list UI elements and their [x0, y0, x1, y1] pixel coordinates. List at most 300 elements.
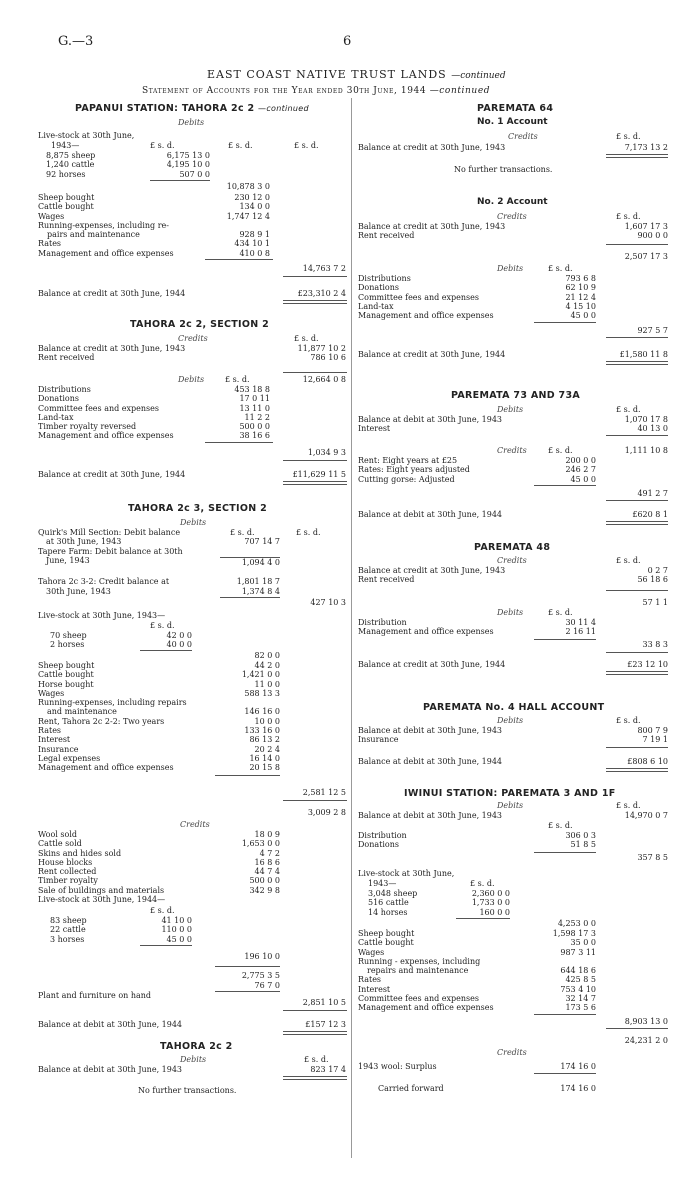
list-item: Rates — [38, 239, 62, 249]
p48-title: PAREMATA 48 — [474, 542, 551, 553]
t2c2-col-head: £ s. d. — [304, 1055, 329, 1064]
list-item: 17 0 11 — [239, 394, 270, 404]
papanui-col-head-inner: £ s. d. — [150, 141, 175, 150]
t2c2s2-debit-labels — [38, 385, 208, 441]
papanui-livestock-year: 1943— — [51, 141, 80, 150]
p64-col-head-2: £ s. d. — [616, 212, 641, 221]
list-item: Management and office expenses — [38, 763, 174, 773]
page-number: 6 — [343, 34, 352, 49]
t2c3s2-tahora-credit-b: 1,374 8 4 — [241, 587, 280, 596]
list-item: 21 12 4 — [565, 292, 596, 302]
p64-col-head-3: £ s. d. — [548, 264, 573, 273]
list-item: 588 13 3 — [244, 688, 280, 698]
statement-title: Statement of Accounts for the Year ended 30th June, 1944 —continued — [142, 86, 491, 96]
papanui-livestock-heading: Live-stock at 30th June, — [38, 131, 135, 140]
p64-debits-heading: Debits — [497, 264, 524, 273]
list-item: Distributions — [358, 274, 411, 283]
list-item: 500 0 0 — [239, 422, 270, 432]
list-item: 45 0 0 — [570, 311, 596, 321]
iwinui-wool-label: 1943 wool: Surplus — [358, 1062, 437, 1071]
t2c2s2-credit-total: 12,664 0 8 — [302, 375, 346, 384]
list-item: 4 7 2 — [259, 848, 280, 858]
iwinui-bal-label: Balance at debit at 30th June, 1943 — [358, 811, 503, 820]
papanui-title: PAPANUI STATION: TAHORA 2c 2 —continued — [75, 103, 309, 114]
list-item: 928 9 1 — [239, 230, 270, 240]
p4hall-col-head: £ s. d. — [616, 716, 641, 725]
t2c3s2-quirk-amount: 707 14 7 — [244, 537, 280, 546]
iwinui-credits-heading: Credits — [497, 1048, 527, 1057]
p73-debits-heading: Debits — [497, 405, 524, 414]
iwinui-items1-amounts — [528, 831, 596, 850]
list-item: 11 2 2 — [244, 412, 270, 422]
p48-debits-heading: Debits — [497, 608, 524, 617]
t2c3s2-cr-livestock-col-head: £ s. d. — [150, 906, 175, 915]
p64-balance: £1,580 11 8 — [619, 350, 668, 359]
p73-credit-total: 491 2 7 — [637, 489, 668, 498]
iwinui-items1-total: 357 8 5 — [637, 853, 668, 862]
t2c3s2-plant-label: Plant and furniture on hand — [38, 991, 152, 1000]
list-item: 134 0 0 — [239, 202, 270, 212]
list-item: Management and office expenses — [38, 248, 174, 258]
list-item: 2 16 11 — [565, 627, 596, 637]
t2c3s2-tahora-credit-label-2: 30th June, 1943 — [46, 587, 111, 596]
list-item: 516 cattle — [368, 898, 409, 908]
papanui-col-head-outer: £ s. d. — [294, 141, 319, 150]
list-item: 453 18 8 — [234, 385, 270, 394]
p73-credits-heading: Credits — [497, 446, 527, 455]
iwinui-wool: 174 16 0 — [560, 1062, 596, 1071]
p64-balance-label: Balance at credit at 30th June, 1944 — [358, 350, 506, 359]
list-item: 434 10 1 — [234, 239, 270, 249]
t2c3s2-cr-livestock-total: 196 10 0 — [244, 952, 280, 961]
papanui-livestock-total: 10,878 3 0 — [226, 182, 270, 191]
p4hall-title: PAREMATA No. 4 HALL ACCOUNT — [423, 702, 605, 713]
p64-credit-total: 2,507 17 3 — [624, 252, 668, 261]
list-item: Distribution — [358, 831, 407, 840]
p4hall-amounts — [598, 726, 668, 745]
t2c2-balance: 823 17 4 — [310, 1065, 346, 1074]
t2c3s2-quirk-label: Quirk's Mill Section: Debit balance — [38, 528, 181, 537]
papanui-balance: £23,310 2 4 — [297, 289, 346, 298]
p64-credit-amounts — [598, 222, 668, 241]
list-item: Running - expenses, including — [358, 956, 481, 966]
t2c3s2-item-amounts — [210, 661, 280, 773]
list-item: Distributions — [38, 385, 91, 394]
list-item: Wool sold — [38, 830, 78, 839]
iwinui-livestock-year: 1943— — [368, 879, 397, 888]
iwinui-debits-heading: Debits — [497, 801, 524, 810]
iwinui-title: IWINUI STATION: PAREMATA 3 AND 1F — [404, 788, 616, 799]
list-item: 62 10 9 — [565, 283, 596, 293]
t2c3s2-grand-total: 3,009 2 8 — [307, 808, 346, 817]
list-item: 507 0 0 — [179, 169, 210, 179]
list-item: 3 horses — [50, 934, 85, 944]
list-item: 45 0 0 — [570, 474, 596, 484]
list-item: 42 0 0 — [166, 631, 192, 640]
list-item: Wages — [358, 947, 385, 957]
list-item — [210, 895, 280, 904]
p64-credits2-heading: Credits — [497, 212, 527, 221]
p4hall-balance-label: Balance at debit at 30th June, 1944 — [358, 757, 503, 766]
list-item: 410 0 8 — [239, 248, 270, 258]
list-item: Cattle bought — [38, 202, 94, 212]
list-item: 92 horses — [46, 169, 86, 179]
list-item: 1,653 0 0 — [241, 839, 280, 849]
list-item: 86 13 2 — [249, 735, 280, 745]
list-item: Rent received — [358, 231, 415, 241]
list-item: and maintenance — [47, 707, 117, 717]
list-item: 70 sheep — [50, 631, 87, 640]
list-item: 786 10 6 — [310, 353, 346, 363]
list-item: Committee fees and expenses — [358, 292, 479, 302]
t2c2s2-balance: £11,629 11 5 — [292, 470, 346, 479]
p73-balance: £620 8 1 — [632, 510, 668, 519]
list-item: 56 18 6 — [637, 575, 668, 585]
list-item: 500 0 0 — [249, 876, 280, 886]
list-item: 18 0 9 — [254, 830, 280, 839]
list-item: 1,747 12 4 — [226, 211, 270, 221]
list-item: 1,607 17 3 — [624, 222, 668, 231]
t2c3s2-balance-label: Balance at debit at 30th June, 1944 — [38, 1020, 183, 1029]
iwinui-carried-label: Carried forward — [378, 1084, 444, 1093]
t2c3s2-tapere-amount: 1,094 4 0 — [241, 558, 280, 567]
list-item: 20 2 4 — [254, 744, 280, 754]
papanui-item-amounts — [200, 193, 270, 258]
p64-bal-label: Balance at credit at 30th June, 1943 — [358, 143, 506, 152]
p4hall-debits-heading: Debits — [497, 716, 524, 725]
list-item: 13 11 0 — [239, 403, 270, 413]
list-item: 16 8 6 — [254, 857, 280, 867]
p48-balance: £23 12 10 — [627, 660, 668, 669]
t2c2s2-debit-total: 1,034 9 3 — [307, 448, 346, 457]
p48-debit-amounts — [528, 618, 596, 637]
t2c2-debits-heading: Debits — [180, 1055, 207, 1064]
list-item: Donations — [358, 840, 399, 850]
list-item: Committee fees and expenses — [358, 994, 479, 1004]
list-item: 32 14 7 — [565, 994, 596, 1004]
list-item: 11,877 10 2 — [297, 344, 346, 353]
list-item: repairs and maintenance — [367, 966, 469, 976]
iwinui-items2-labels — [358, 929, 538, 1013]
t2c3s2-livestock-total: 82 0 0 — [254, 651, 280, 660]
list-item: 1,070 17 8 — [624, 415, 668, 424]
list-item: 2,360 0 0 — [471, 889, 510, 898]
list-item: 38 16 6 — [239, 431, 270, 441]
p73-col-head-2: £ s. d. — [548, 446, 573, 455]
t2c3s2-tapere-label: Tapere Farm: Debit balance at 30th — [38, 547, 183, 556]
list-item: 644 18 6 — [560, 966, 596, 976]
p48-credit-total: 57 1 1 — [642, 598, 668, 607]
list-item: 800 7 9 — [637, 726, 668, 735]
list-item: 110 0 0 — [161, 925, 192, 935]
p64-debit-total: 927 5 7 — [637, 326, 668, 335]
p73-credit-labels — [358, 456, 538, 484]
list-item: 30 11 4 — [565, 618, 596, 627]
list-item: Live-stock at 30th June, 1944— — [38, 895, 166, 905]
list-item: 0 2 7 — [647, 566, 668, 575]
list-item: Balance at credit at 30th June, 1943 — [358, 222, 506, 231]
t2c3s2-items-total: 2,581 12 5 — [302, 788, 346, 797]
p64-credit-labels — [358, 222, 578, 241]
t2c3s2-credit-labels — [38, 830, 228, 904]
list-item: Horse bought — [38, 679, 94, 689]
iwinui-livestock-amounts — [448, 889, 510, 917]
iwinui-items2-total: 8,903 13 0 — [624, 1017, 668, 1026]
t2c3s2-livestock-col-head: £ s. d. — [150, 621, 175, 630]
t2c2s2-credit-labels — [38, 344, 278, 363]
p73-balance-label: Balance at debit at 30th June, 1944 — [358, 510, 503, 519]
list-item: 35 0 0 — [570, 938, 596, 948]
list-item: Running-expenses, including repairs — [38, 698, 187, 708]
list-item: Rent received — [38, 353, 95, 363]
p48-col-head-2: £ s. d. — [548, 608, 573, 617]
papanui-debits-heading: Debits — [178, 118, 205, 127]
list-item: Sale of buildings and materials — [38, 885, 165, 895]
list-item — [210, 698, 280, 707]
list-item: Sheep bought — [38, 193, 95, 202]
t2c3s2-plant-amount: 76 7 0 — [254, 981, 280, 990]
papanui-livestock-amounts — [140, 151, 210, 179]
list-item: Insurance — [38, 744, 79, 754]
t2c3s2-credit-amounts — [210, 830, 280, 904]
list-item: 1,598 17 3 — [552, 929, 596, 938]
t2c3s2-cr-livestock-amounts — [120, 916, 192, 944]
list-item: 41 10 0 — [161, 916, 192, 925]
iwinui-items2-amounts — [528, 929, 596, 1013]
p48-col-head: £ s. d. — [616, 556, 641, 565]
p64-debit-labels — [358, 274, 538, 320]
list-item: Wages — [38, 688, 65, 698]
list-item: Cutting gorse: Adjusted — [358, 474, 455, 484]
list-item: 133 16 0 — [244, 726, 280, 736]
list-item: Balance at credit at 30th June, 1943 — [358, 566, 506, 575]
iwinui-grand-total: 24,231 2 0 — [624, 1036, 668, 1045]
t2c2-balance-label: Balance at debit at 30th June, 1943 — [38, 1065, 183, 1074]
list-item: Insurance — [358, 735, 399, 745]
t2c3s2-title: TAHORA 2c 3, SECTION 2 — [128, 503, 268, 514]
p48-debit-labels — [358, 618, 538, 637]
list-item: Balance at debit at 30th June, 1943 — [358, 415, 503, 424]
list-item: Timber royalty — [38, 876, 98, 886]
list-item: 51 8 5 — [570, 840, 596, 850]
list-item: Management and office expenses — [358, 1003, 494, 1013]
list-item: Balance at credit at 30th June, 1943 — [38, 344, 186, 353]
list-item: Legal expenses — [38, 753, 101, 763]
list-item: Wages — [38, 211, 65, 221]
iwinui-col-head-2: £ s. d. — [548, 821, 573, 830]
list-item: 425 8 5 — [565, 975, 596, 985]
p73-debit-total: 1,111 10 8 — [624, 446, 668, 455]
list-item: 83 sheep — [50, 916, 87, 925]
list-item: Rates — [358, 975, 382, 985]
p48-credits-heading: Credits — [497, 556, 527, 565]
p73-debit-labels — [358, 415, 578, 434]
p64-credits-heading: Credits — [508, 132, 538, 141]
list-item — [528, 957, 596, 966]
list-item: Cattle bought — [38, 670, 94, 680]
list-item — [200, 221, 270, 230]
iwinui-livestock-heading: Live-stock at 30th June, — [358, 869, 455, 878]
list-item: Skins and hides sold — [38, 848, 122, 858]
t2c2s2-col-head: £ s. d. — [294, 334, 319, 343]
t2c2s2-debit-amounts — [200, 385, 270, 441]
list-item: 173 5 6 — [565, 1003, 596, 1013]
list-item: 4,195 10 0 — [166, 160, 210, 170]
papanui-balance-label: Balance at credit at 30th June, 1944 — [38, 289, 186, 298]
p73-col-head: £ s. d. — [616, 405, 641, 414]
t2c3s2-credits-heading: Credits — [180, 820, 210, 829]
list-item: 753 4 10 — [560, 984, 596, 994]
t2c2-note: No further transactions. — [138, 1086, 237, 1095]
p48-debit-total: 33 8 3 — [642, 640, 668, 649]
list-item: Management and office expenses — [38, 431, 174, 441]
t2c3s2-col-head-outer: £ s. d. — [296, 528, 321, 537]
list-item: 160 0 0 — [479, 907, 510, 917]
list-item: 44 7 4 — [254, 867, 280, 877]
list-item: 11 0 0 — [254, 679, 280, 689]
list-item: Committee fees and expenses — [38, 403, 159, 413]
t2c3s2-tahora-credit-label: Tahora 2c 3-2: Credit balance at — [38, 577, 170, 586]
p4hall-labels — [358, 726, 578, 745]
list-item: pairs and maintenance — [47, 230, 140, 240]
papanui-col-head-mid: £ s. d. — [228, 141, 253, 150]
list-item: 10 0 0 — [254, 716, 280, 726]
p64-debit-amounts — [528, 274, 596, 320]
list-item: 1,421 0 0 — [241, 670, 280, 680]
t2c3s2-credit-total: 2,851 10 5 — [302, 998, 346, 1007]
page-title: EAST COAST NATIVE TRUST LANDS —continued — [207, 68, 506, 81]
list-item: Management and office expenses — [358, 627, 494, 637]
t2c3s2-tahora-credit-a: 1,801 18 7 — [236, 577, 280, 586]
list-item: 230 12 0 — [234, 193, 270, 202]
papanui-livestock-labels — [46, 151, 146, 179]
iwinui-livestock-total: 4,253 0 0 — [557, 919, 596, 928]
list-item: 22 cattle — [50, 925, 86, 935]
p64-title: PAREMATA 64 — [477, 103, 554, 114]
list-item: 3,048 sheep — [368, 889, 418, 898]
list-item: Rent collected — [38, 867, 97, 877]
p4hall-balance: £808 6 10 — [627, 757, 668, 766]
iwinui-livestock-labels — [368, 889, 458, 917]
list-item: 793 6 8 — [565, 274, 596, 283]
t2c2-title: TAHORA 2c 2 — [160, 1041, 233, 1052]
t2c2s2-col-head-2: £ s. d. — [225, 375, 250, 384]
list-item: Rent, Tahora 2c 2-2: Two years — [38, 716, 165, 726]
t2c2s2-balance-label: Balance at credit at 30th June, 1944 — [38, 470, 186, 479]
list-item: 8,875 sheep — [46, 151, 96, 160]
list-item: 987 3 11 — [560, 947, 596, 957]
list-item: 7 19 1 — [642, 735, 668, 745]
iwinui-livestock-col-head: £ s. d. — [470, 879, 495, 888]
p64-col-head: £ s. d. — [616, 132, 641, 141]
list-item: Running-expenses, including re- — [38, 220, 169, 230]
list-item: 40 0 0 — [166, 640, 192, 650]
list-item: Timber royalty reversed — [38, 422, 137, 432]
list-item: Donations — [38, 394, 79, 404]
list-item: 14 horses — [368, 907, 408, 917]
list-item: Interest — [358, 424, 391, 434]
list-item: Land-tax — [358, 301, 394, 311]
list-item: 2 horses — [50, 640, 85, 650]
p64-sub1: No. 1 Account — [477, 117, 548, 127]
iwinui-items1-labels — [358, 831, 538, 850]
list-item: 200 0 0 — [565, 456, 596, 465]
t2c3s2-item-labels — [38, 661, 228, 773]
list-item: Cattle sold — [38, 839, 82, 849]
list-item: 4 15 10 — [565, 301, 596, 311]
t2c2s2-credit-amounts — [276, 344, 346, 363]
p48-credit-labels — [358, 566, 578, 585]
list-item: Donations — [358, 283, 399, 293]
t2c3s2-tapere-label-2: June, 1943 — [46, 556, 90, 565]
list-item: Cattle bought — [358, 938, 414, 948]
list-item: Distribution — [358, 618, 407, 627]
t2c3s2-livestock-heading: Live-stock at 30th June, 1943— — [38, 611, 166, 620]
list-item: Rent: Eight years at £25 — [358, 456, 458, 465]
t2c3s2-quirk-label-2: at 30th June, 1943 — [46, 537, 122, 546]
p64-sub2: No. 2 Account — [477, 197, 548, 207]
list-item: 146 16 0 — [244, 707, 280, 717]
t2c3s2-net: 427 10 3 — [310, 598, 346, 607]
list-item: 900 0 0 — [637, 231, 668, 241]
t2c3s2-credit-subtotal: 2,775 3 5 — [241, 971, 280, 980]
p73-credit-amounts — [528, 456, 596, 484]
t2c3s2-col-head: £ s. d. — [230, 528, 255, 537]
t2c2s2-title: TAHORA 2c 2, SECTION 2 — [130, 319, 270, 330]
list-item: 6,175 13 0 — [166, 151, 210, 160]
list-item: 1,733 0 0 — [471, 898, 510, 908]
list-item: Sheep bought — [358, 929, 415, 938]
t2c2s2-debits-heading: Debits — [178, 375, 205, 384]
list-item: Interest — [358, 984, 391, 994]
iwinui-carried: 174 16 0 — [560, 1084, 596, 1093]
list-item: Sheep bought — [38, 661, 95, 670]
t2c2s2-credits-heading: Credits — [178, 334, 208, 343]
list-item: 16 14 0 — [249, 753, 280, 763]
list-item: 246 2 7 — [565, 465, 596, 475]
list-item: 40 13 0 — [637, 424, 668, 434]
list-item: 44 2 0 — [254, 661, 280, 670]
list-item: Rates — [38, 726, 62, 736]
list-item: Land-tax — [38, 412, 74, 422]
list-item: Management and office expenses — [358, 311, 494, 321]
list-item: House blocks — [38, 857, 93, 867]
t2c3s2-livestock-amounts — [120, 631, 192, 650]
t2c3s2-balance: £157 12 3 — [305, 1020, 346, 1029]
t2c3s2-debits-heading: Debits — [180, 518, 207, 527]
p48-balance-label: Balance at credit at 30th June, 1944 — [358, 660, 506, 669]
iwinui-bal: 14,970 0 7 — [624, 811, 668, 820]
list-item: Rent received — [358, 575, 415, 585]
list-item: 20 15 8 — [249, 763, 280, 773]
list-item: Balance at debit at 30th June, 1943 — [358, 726, 503, 735]
column-divider — [351, 98, 352, 1158]
page-ref: G.—3 — [58, 34, 94, 49]
list-item: 342 9 8 — [249, 885, 280, 895]
p73-debit-amounts — [598, 415, 668, 434]
p48-credit-amounts — [598, 566, 668, 585]
iwinui-col-head: £ s. d. — [616, 801, 641, 810]
p73-title: PAREMATA 73 AND 73A — [451, 390, 581, 401]
list-item: Rates: Eight years adjusted — [358, 465, 470, 475]
p64-bal: 7,173 13 2 — [624, 143, 668, 152]
list-item: 306 0 3 — [565, 831, 596, 840]
list-item: Interest — [38, 735, 71, 745]
p64-note: No further transactions. — [454, 165, 553, 174]
list-item: 1,240 cattle — [46, 160, 95, 170]
list-item: 45 0 0 — [166, 934, 192, 944]
papanui-total: 14,763 7 2 — [302, 264, 346, 273]
